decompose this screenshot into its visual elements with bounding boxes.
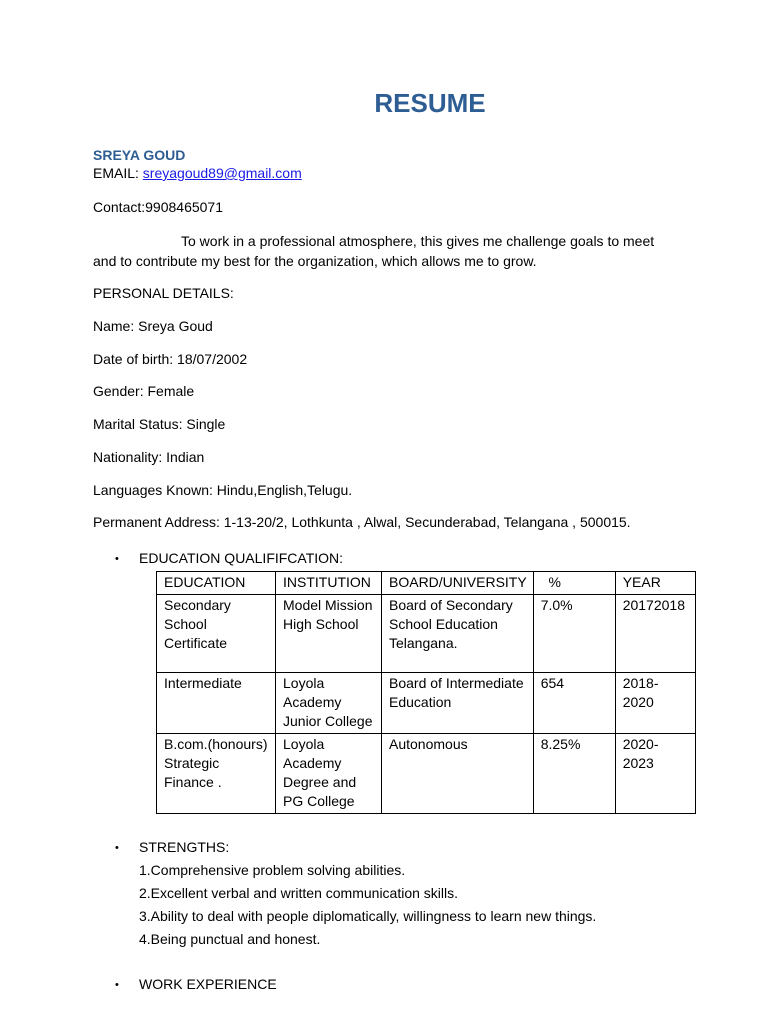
table-cell: Secondary School Certificate <box>157 595 276 673</box>
table-header-cell: YEAR <box>615 572 695 595</box>
personal-languages: Languages Known: Hindu,English,Telugu. <box>93 482 353 498</box>
table-cell: 2020-2023 <box>615 734 695 814</box>
personal-address: Permanent Address: 1-13-20/2, Lothkunta , Alwal, Secunderabad, Telangana , 500015. <box>93 514 631 530</box>
email-label: EMAIL: <box>93 165 143 181</box>
table-cell: 7.0% <box>533 595 615 673</box>
list-item: 2.Excellent verbal and written communication skills. <box>139 885 459 901</box>
education-heading: EDUCATION QUALIFIFCATION: <box>139 550 344 566</box>
work-experience-heading: WORK EXPERIENCE <box>139 976 277 992</box>
page-title: RESUME <box>374 88 486 118</box>
table-cell: Loyola Academy Junior College <box>276 673 382 734</box>
personal-gender: Gender: Female <box>93 383 195 399</box>
table-cell: Board of Intermediate Education <box>382 673 534 734</box>
education-bullet: • <box>115 553 119 565</box>
email-line <box>93 164 302 182</box>
personal-name: Name: Sreya Goud <box>93 318 213 334</box>
table-cell: Loyola Academy Degree and PG College <box>276 734 382 814</box>
table-header-row <box>157 572 696 595</box>
objective-line-2: and to contribute my best for the organization, which allows me to grow. <box>93 253 537 269</box>
list-item: 1.Comprehensive problem solving abilities. <box>139 862 406 878</box>
list-item: 3.Ability to deal with people diplomatically, willingness to learn new things. <box>139 908 597 924</box>
objective-line-1: To work in a professional atmosphere, this gives me challenge goals to meet <box>181 233 655 249</box>
work-bullet: • <box>115 979 119 991</box>
personal-marital-status: Marital Status: Single <box>93 416 226 432</box>
table-row <box>157 595 696 673</box>
table-header-cell: INSTITUTION <box>276 572 382 595</box>
table-cell: Model Mission High School <box>276 595 382 673</box>
table-cell: Autonomous <box>382 734 534 814</box>
personal-dob: Date of birth: 18/07/2002 <box>93 351 248 367</box>
strengths-heading: STRENGTHS: <box>139 839 230 855</box>
list-item: 4.Being punctual and honest. <box>139 931 321 947</box>
table-header-cell: BOARD/UNIVERSITY <box>382 572 534 595</box>
table-cell: Intermediate <box>157 673 276 734</box>
table-row <box>157 673 696 734</box>
table-header-cell: EDUCATION <box>157 572 276 595</box>
email-link[interactable]: sreyagoud89@gmail.com <box>142 165 302 181</box>
table-cell: 2018-2020 <box>615 673 695 734</box>
table-cell: Board of Secondary School Education Telangana. <box>382 595 534 673</box>
personal-nationality: Nationality: Indian <box>93 449 205 465</box>
contact-line: Contact:9908465071 <box>93 199 223 215</box>
table-cell: 654 <box>533 673 615 734</box>
strengths-bullet: • <box>115 842 119 854</box>
candidate-name: SREYA GOUD <box>93 147 186 163</box>
personal-details-heading: PERSONAL DETAILS: <box>93 285 234 301</box>
table-cell: 20172018 <box>615 595 695 673</box>
education-table <box>156 571 696 814</box>
table-row <box>157 734 696 814</box>
table-cell: 8.25% <box>533 734 615 814</box>
strengths-list <box>139 859 596 951</box>
table-header-cell: % <box>533 572 615 595</box>
objective-paragraph <box>93 231 683 271</box>
table-cell: B.com.(honours) Strategic Finance . <box>157 734 276 814</box>
